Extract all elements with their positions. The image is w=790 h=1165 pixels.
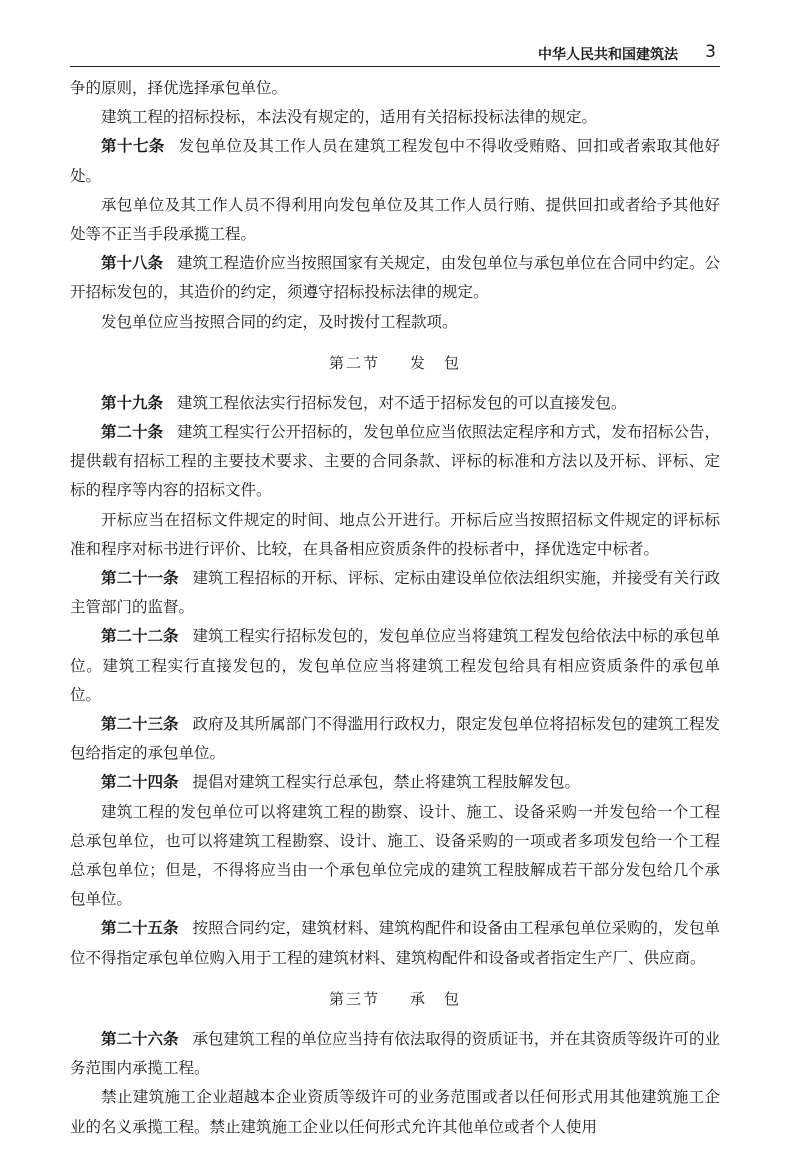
page-number: 3 [705, 42, 716, 62]
article-number: 第二十五条 [101, 919, 179, 938]
paragraph-text: 建筑工程依法实行招标发包，对不适于招标发包的可以直接发包。 [176, 393, 627, 412]
article-number: 第十九条 [101, 393, 164, 412]
body-text [70, 74, 720, 1142]
paragraph [70, 308, 720, 337]
section-label: 第二节 [328, 353, 380, 372]
article-number: 第十八条 [101, 254, 164, 273]
running-header [70, 38, 720, 67]
paragraph [70, 622, 720, 710]
paragraph [70, 249, 720, 307]
paragraph-group [70, 74, 720, 337]
paragraph [70, 132, 720, 190]
paragraph [70, 768, 720, 797]
paragraph-text: 建筑工程招标的开标、评标、定标由建设单位依法组织实施，并接受有关行政主管部门的监督。 [70, 569, 720, 617]
paragraph-text: 建筑工程实行招标发包的，发包单位应当将建筑工程发包给依法中标的承包单位。建筑工程实行直接发包的，发包单位应当将建筑工程发包给具有相应资质条件的承包单位。 [70, 627, 720, 704]
paragraph [70, 1025, 720, 1083]
paragraph-text: 承包单位及其工作人员不得利用向发包单位及其工作人员行贿、提供回扣或者给予其他好处等不正当手段承揽工程。 [70, 195, 720, 244]
section-label: 第三节 [328, 989, 380, 1008]
paragraph-text: 承包建筑工程的单位应当持有依法取得的资质证书，并在其资质等级许可的业务范围内承揽工程。 [70, 1029, 720, 1078]
paragraph-text: 政府及其所属部门不得滥用行政权力，限定发包单位将招标发包的建筑工程发包给指定的承包单位。 [70, 715, 720, 763]
article-number: 第二十条 [101, 423, 164, 442]
paragraph-text: 提倡对建筑工程实行总承包，禁止将建筑工程肢解发包。 [192, 773, 580, 792]
header-title: 中华人民共和国建筑法 [538, 47, 678, 63]
paragraph-text: 建筑工程实行公开招标的，发包单位应当依照法定程序和方式，发布招标公告，提供载有招标工程的主要技术要求、主要的合同条款、评标的标准和方法以及开标、评标、定标的程序等内容的招标文件。 [70, 423, 720, 500]
section-name: 承 包 [410, 989, 462, 1008]
paragraph [70, 389, 720, 418]
paragraph-text: 建筑工程的发包单位可以将建筑工程的勘察、设计、施工、设备采购一并发包给一个工程总承包单位，也可以将建筑工程勘察、设计、施工、设备采购的一项或者多项发包给一个工程总承包单位；但是，不得将应当由一个承包单位完成的建筑工程肢解成若干部分发包给几个承包单位。 [70, 802, 720, 909]
section-heading-2 [70, 349, 720, 377]
paragraph [70, 506, 720, 564]
paragraph-group [70, 389, 720, 973]
paragraph-text: 禁止建筑施工企业超越本企业资质等级许可的业务范围或者以任何形式用其他建筑施工企业的名义承揽工程。禁止建筑施工企业以任何形式允许其他单位或者个人使用 [70, 1088, 720, 1136]
paragraph [70, 1083, 720, 1141]
article-number: 第十七条 [101, 137, 165, 156]
paragraph-text: 按照合同约定，建筑材料、建筑构配件和设备由工程承包单位采购的，发包单位不得指定承包单位购入用于工程的建筑材料、建筑构配件和设备或者指定生产厂、供应商。 [70, 919, 720, 967]
article-number: 第二十二条 [101, 627, 179, 646]
paragraph [70, 798, 720, 915]
paragraph-text: 建筑工程造价应当按照国家有关规定，由发包单位与承包单位在合同中约定。公开招标发包的，其造价的约定，须遵守招标投标法律的规定。 [70, 254, 720, 302]
paragraph [70, 710, 720, 768]
paragraph [70, 191, 720, 249]
paragraph [70, 74, 720, 103]
article-number: 第二十三条 [101, 715, 179, 734]
article-number: 第二十六条 [101, 1029, 179, 1048]
paragraph [70, 564, 720, 622]
paragraph-text: 发包单位应当按照合同的约定，及时拨付工程款项。 [101, 312, 458, 331]
article-number: 第二十四条 [101, 773, 179, 792]
paragraph [70, 418, 720, 506]
section-heading-3 [70, 985, 720, 1013]
paragraph-text: 争的原则，择优选择承包单位。 [70, 79, 288, 97]
section-name: 发 包 [410, 353, 462, 372]
paragraph [70, 914, 720, 972]
paragraph [70, 103, 720, 132]
paragraph-text: 发包单位及其工作人员在建筑工程发包中不得收受贿赂、回扣或者索取其他好处。 [70, 137, 720, 185]
paragraph-group [70, 1025, 720, 1142]
article-number: 第二十一条 [101, 569, 179, 588]
paragraph-text: 开标应当在招标文件规定的时间、地点公开进行。开标后应当按照招标文件规定的评标标准和程序对标书进行评价、比较，在具备相应资质条件的投标者中，择优选定中标者。 [70, 510, 720, 558]
paragraph-text: 建筑工程的招标投标，本法没有规定的，适用有关招标投标法律的规定。 [101, 108, 598, 127]
